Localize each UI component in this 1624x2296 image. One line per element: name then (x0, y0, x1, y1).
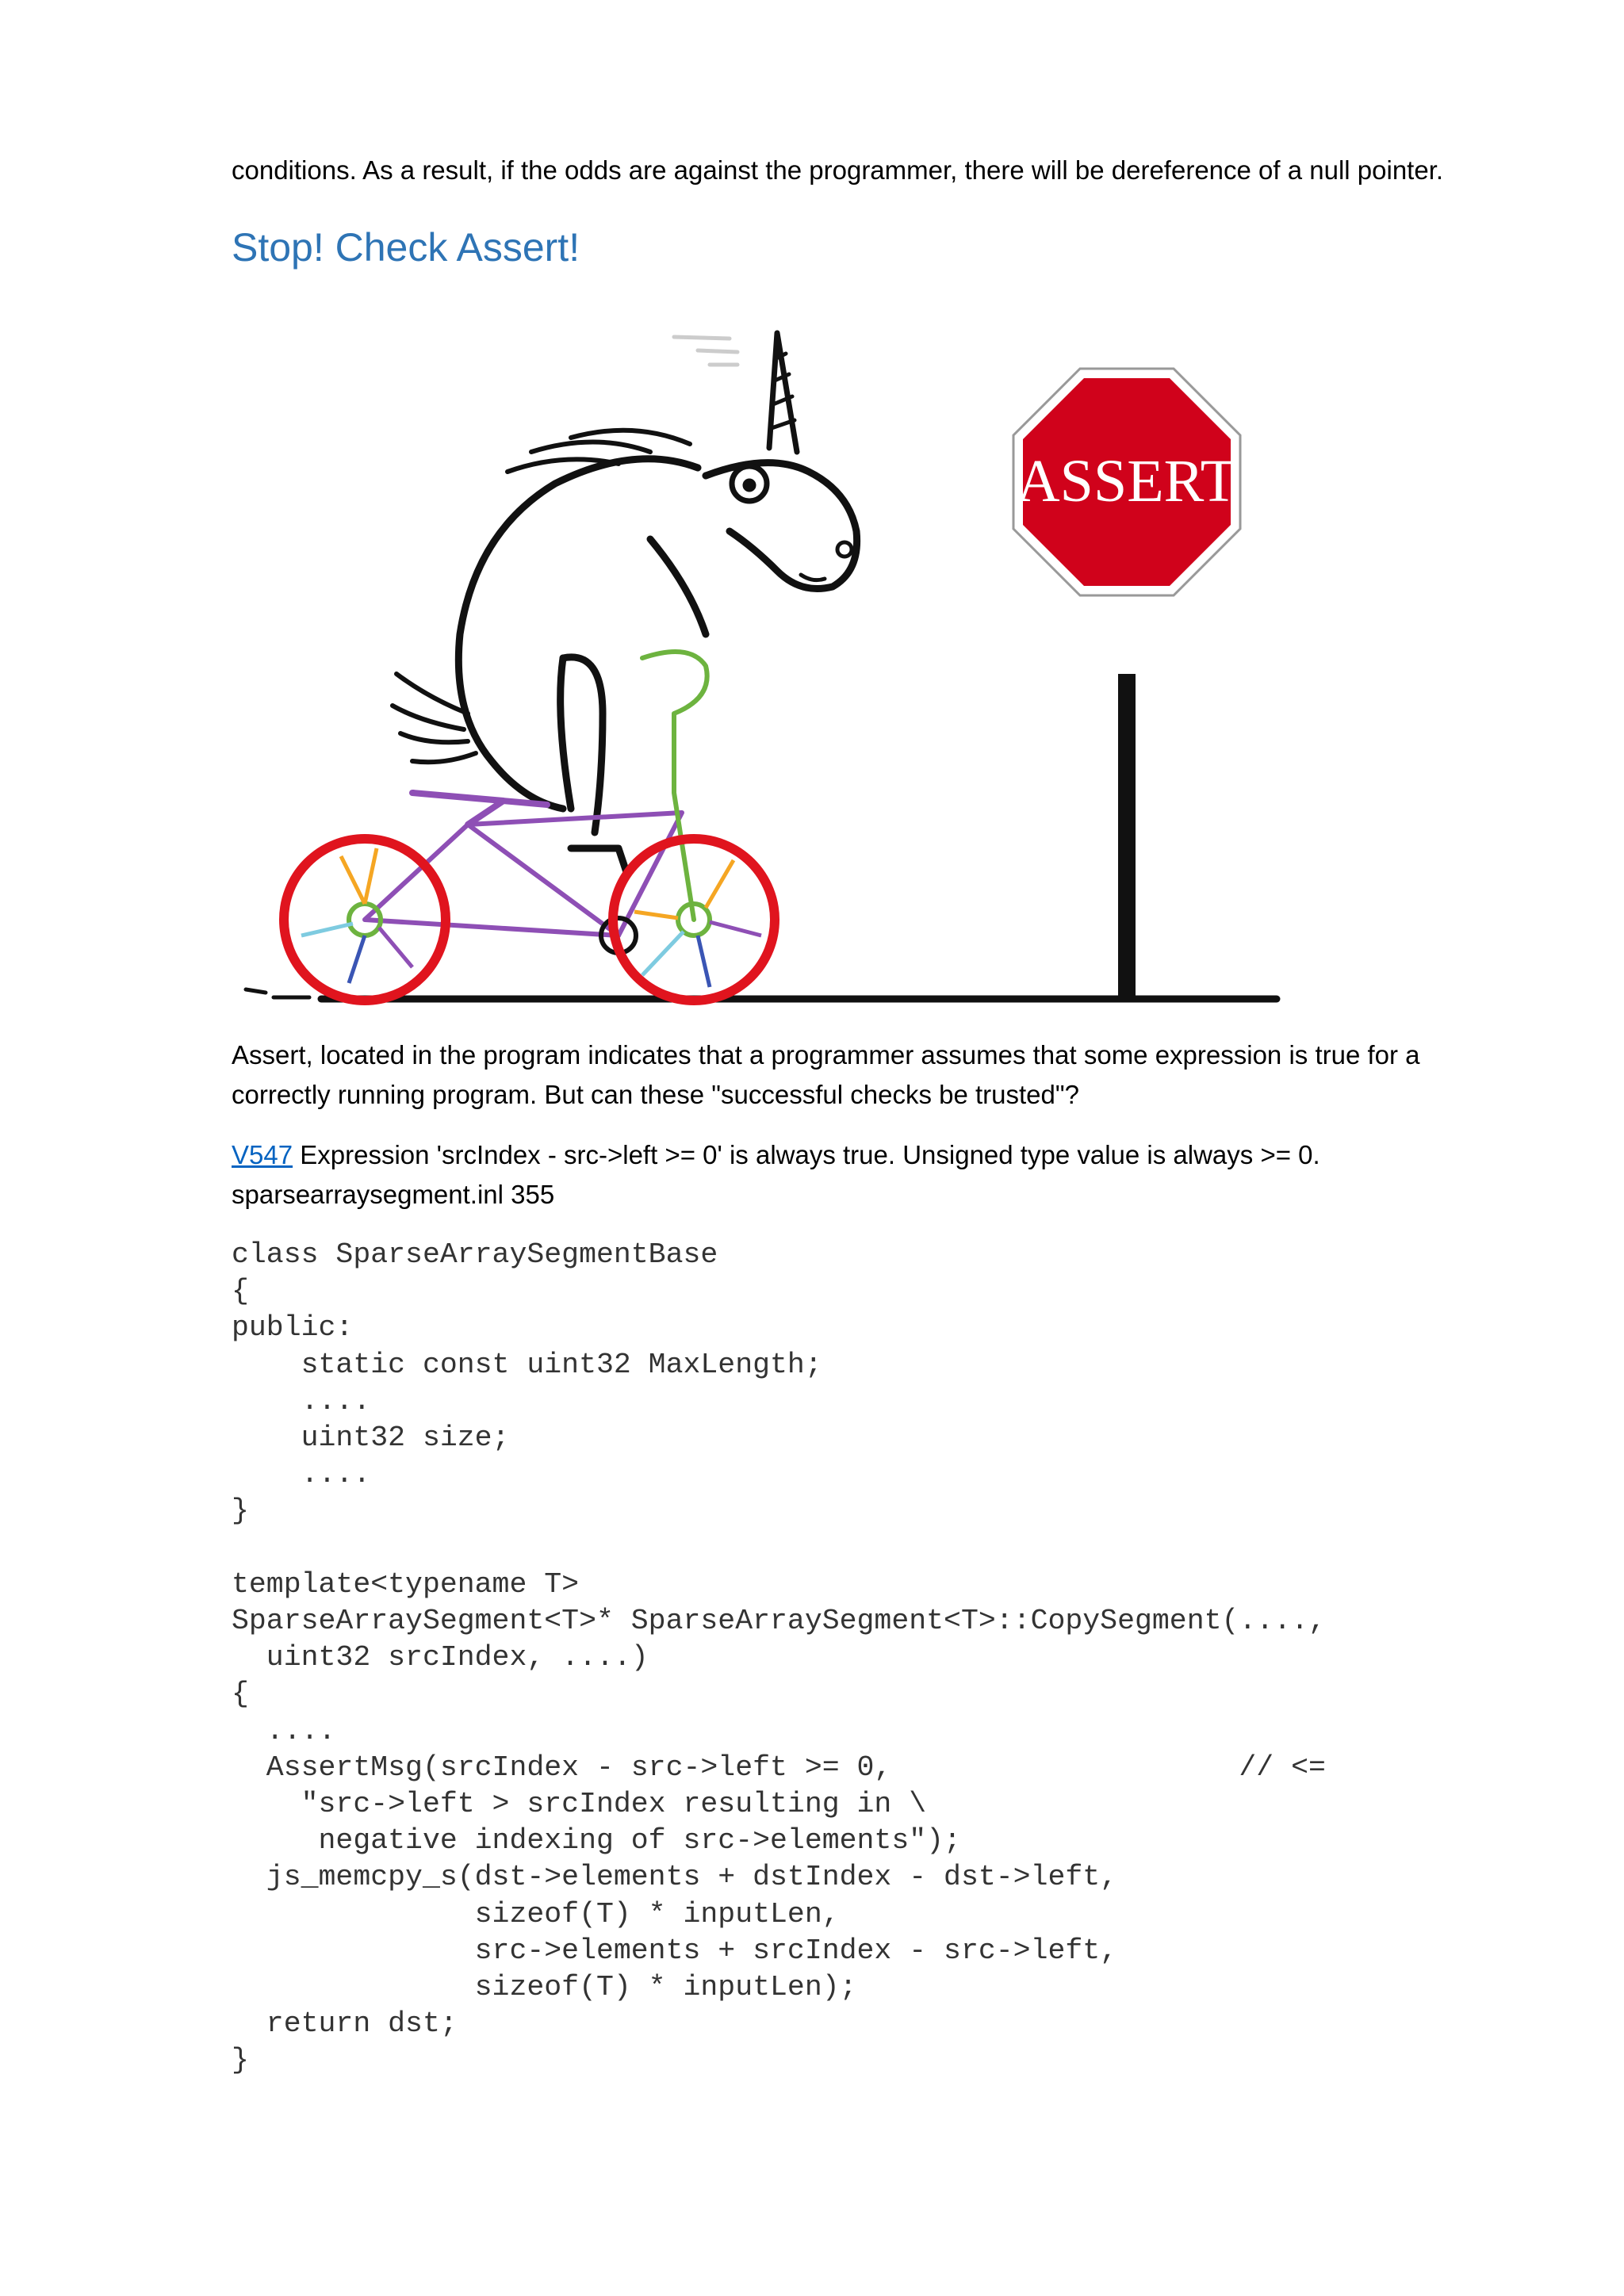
sign-text: ASSERT (1016, 448, 1238, 515)
assert-paragraph: Assert, located in the program indicates that a programmer assumes that some expression is true for a correctly running program. But can these "successful checks be trusted"? (232, 1040, 1420, 1109)
unicorn (393, 333, 857, 872)
unicorn-assert-illustration (222, 301, 1300, 1015)
document-page (232, 151, 1500, 2080)
code-line: uint32 srcIndex, ....) (232, 1641, 649, 1674)
intro-paragraph: conditions. As a result, if the odds are against the programmer, there will be dereference of a null pointer. (232, 155, 1444, 185)
bicycle (365, 652, 707, 953)
code-line: { (232, 1275, 249, 1308)
code-line: .... (232, 1384, 371, 1418)
code-line: src->elements + srcIndex - src->left, (232, 1934, 1118, 1967)
section-heading: Stop! Check Assert! (232, 225, 580, 270)
unicorn-bicycle-image (222, 301, 1300, 1015)
code-line: template<typename T> (232, 1567, 580, 1601)
code-line: js_memcpy_s(dst->elements + dstIndex - dst->left, (232, 1861, 1118, 1894)
diagnostic-message: Expression 'srcIndex - src->left >= 0' is always true. Unsigned type value is always >= 0. sparsearraysegment.inl 355 (232, 1140, 1320, 1209)
diagnostic-paragraph (232, 1135, 1500, 1215)
stop-sign (1013, 369, 1240, 595)
code-line: { (232, 1678, 249, 1711)
code-line: AssertMsg(srcIndex - src->left >= 0, // <= (232, 1751, 1326, 1784)
sign-pole (1118, 674, 1136, 999)
diagnostic-link[interactable]: V547 (232, 1140, 293, 1169)
code-line: return dst; (232, 2007, 458, 2041)
code-line (232, 1530, 1500, 1567)
code-line: public: (232, 1311, 354, 1345)
code-line: } (232, 1494, 249, 1528)
code-line: .... (232, 1458, 371, 1491)
code-line: sizeof(T) * inputLen); (232, 1971, 857, 2004)
code-line: class SparseArraySegmentBase (232, 1238, 718, 1271)
code-line: "src->left > srcIndex resulting in \ (232, 1788, 927, 1821)
code-line: negative indexing of src->elements"); (232, 1824, 961, 1858)
code-line: sizeof(T) * inputLen, (232, 1897, 840, 1931)
code-line: } (232, 2044, 249, 2077)
code-block (232, 1237, 1500, 2080)
code-line: uint32 size; (232, 1422, 510, 1455)
code-line: SparseArraySegment<T>* SparseArraySegment<T>::CopySegment(...., (232, 1605, 1326, 1638)
code-line: static const uint32 MaxLength; (232, 1348, 822, 1381)
code-line: .... (232, 1714, 336, 1747)
